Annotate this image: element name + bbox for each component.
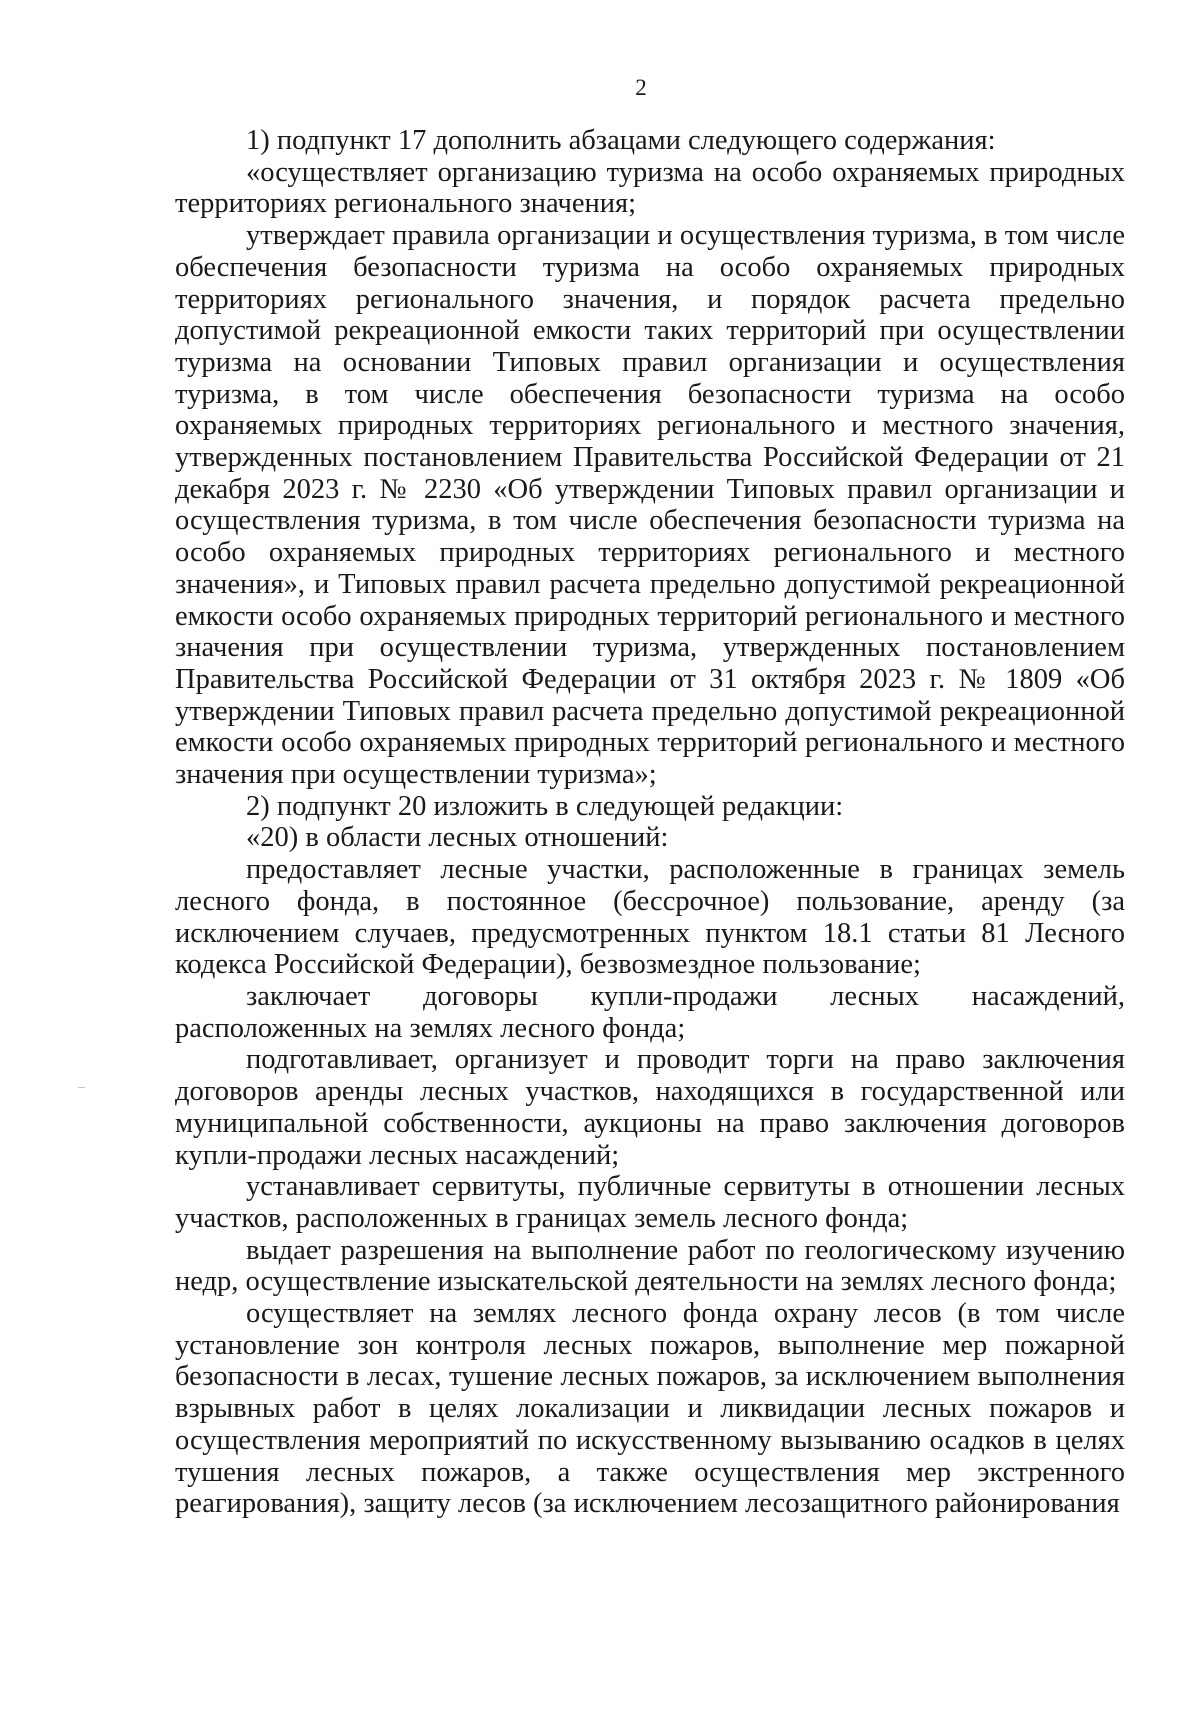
paragraph-auctions: подготавливает, организует и проводит торги на право заключения договоров аренды лесных участков, находящихся в государственной или муниципальной собственности, аукционы на право заключения договоров купли-продажи лесных насаждений;	[175, 1044, 1125, 1171]
paragraph-forest-plots-provision: предоставляет лесные участки, расположенные в границах земель лесного фонда, в постоянное (бессрочное) пользование, аренду (за исключением случаев, предусмотренных пунктом 18.1 статьи 81 Лесного кодекса Российской Федерации), безвозмездное пользование;	[175, 854, 1125, 981]
page-number: 2	[635, 75, 647, 100]
paragraph-tourism-organization: «осуществляет организацию туризма на особо охраняемых природных территориях регионального значения;	[175, 156, 1125, 220]
paragraph-tourism-rules: утверждает правила организации и осуществления туризма, в том числе обеспечения безопасности туризма на особо охраняемых природных территориях регионального значения, и порядок расчета предельно допустимой рекреационной емкости таких территорий при осуществлении туризма на основании Типовых правил организации и осуществления туризма, в том числе обеспечения безопасности туризма на особо охраняемых природных территориях регионального и местного значения, утвержденных постановлением Правительства Российской Федерации от 21 декабря 2023 г. № 2230 «Об утверждении Типовых правил организации и осуществления туризма, в том числе обеспечения безопасности туризма на особо охраняемых природных территориях регионального и местного значения», и Типовых правил расчета предельно допустимой рекреационной емкости особо охраняемых природных территорий регионального и местного значения при осуществлении туризма, утвержденных постановлением Правительства Российской Федерации от 31 октября 2023 г. № 1809 «Об утверждении Типовых правил расчета предельно допустимой рекреационной емкости особо охраняемых природных территорий регионального и местного значения при осуществлении туризма»;	[175, 220, 1125, 791]
paragraph-geology-permits: выдает разрешения на выполнение работ по геологическому изучению недр, осуществление изыскательской деятельности на землях лесного фонда;	[175, 1234, 1125, 1298]
paragraph-servitudes: устанавливает сервитуты, публичные сервитуты в отношении лесных участков, расположенных в границах земель лесного фонда;	[175, 1171, 1125, 1234]
document-body	[175, 125, 1125, 1520]
paragraph-forest-protection: осуществляет на землях лесного фонда охрану лесов (в том числе установление зон контроля лесных пожаров, выполнение мер пожарной безопасности в лесах, тушение лесных пожаров, за исключением выполнения взрывных работ в целях локализации и ликвидации лесных пожаров и осуществления мероприятий по искусственному вызыванию осадков в целях тушения лесных пожаров, а также осуществления мер экстренного реагирования), защиту лесов (за исключением лесозащитного районирования	[175, 1298, 1125, 1520]
scan-artifact	[78, 1087, 85, 1088]
paragraph-forest-relations-heading: «20) в области лесных отношений:	[246, 822, 669, 854]
paragraph-item-2-amendment: 2) подпункт 20 изложить в следующей редакции:	[246, 790, 844, 822]
paragraph-item-1-amendment: 1) подпункт 17 дополнить абзацами следующего содержания:	[246, 125, 996, 156]
paragraph-timber-contracts: заключает договоры купли-продажи лесных насаждений, расположенных на землях лесного фонда;	[175, 980, 1125, 1044]
